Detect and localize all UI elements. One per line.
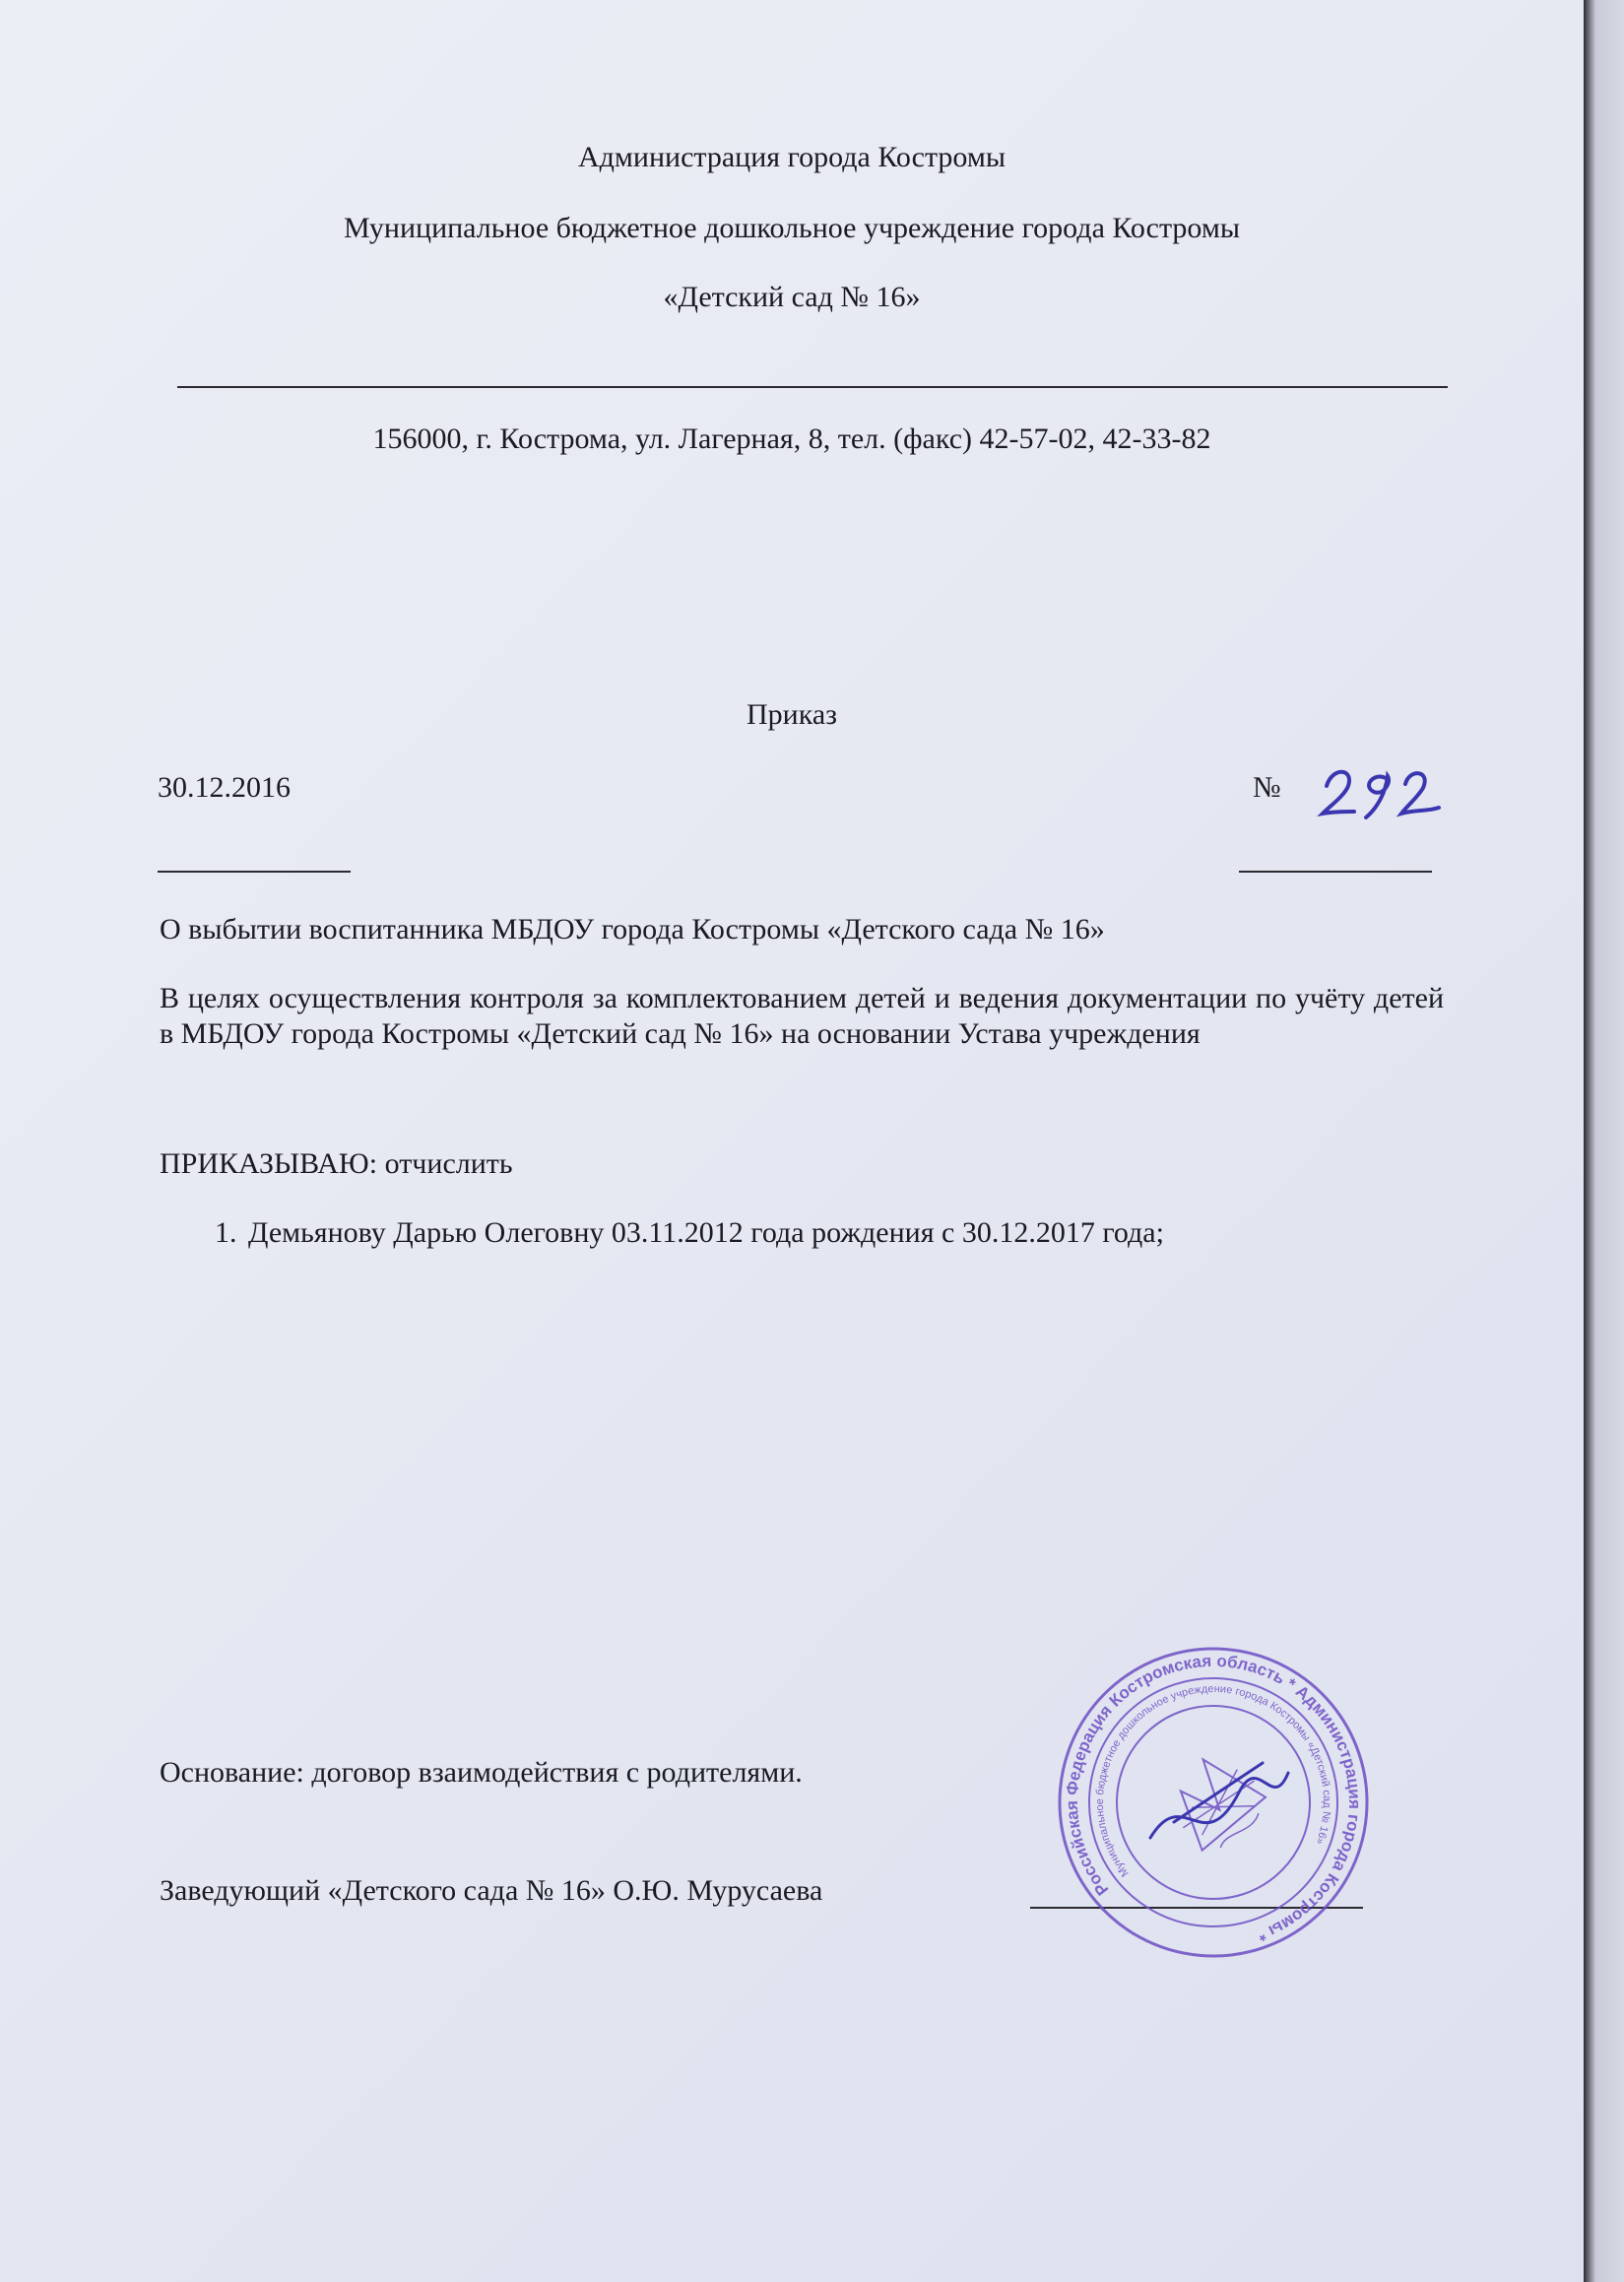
number-underline [1239,871,1432,873]
header-kindergarten: «Детский сад № 16» [663,281,921,313]
signature-scribble [1150,1763,1288,1838]
header-org: Муниципальное бюджетное дошкольное учреждение города Костромы [343,212,1241,244]
header-address: 156000, г. Кострома, ул. Лагерная, 8, тел. (факс) 42-57-02, 42-33-82 [372,423,1211,455]
order-subject: О выбытии воспитанника МБДОУ города Костромы «Детского сада № 16» [160,913,1105,945]
svg-text:Муниципальное бюджетное дошкол [1056,1645,1371,1959]
stamp-outer-text: Российская Федерация Костромская область * Администрация города Костромы * [1062,1651,1365,1945]
handwritten-order-number [1315,756,1443,825]
order-purpose: В целях осуществления контроля за комплектованием детей и ведения документации по учёту детей в МБДОУ города Костромы «Детский сад № 16» на основании Устава учреждения [160,982,1444,1050]
order-directive: ПРИКАЗЫВАЮ: отчислить [160,1147,513,1180]
official-stamp [1056,1645,1371,1960]
date-underline [158,871,351,873]
stamp-inner-text: Муниципальное бюджетное дошкольное учреждение города Костромы «Детский сад № 16» [1093,1682,1333,1879]
order-basis: Основание: договор взаимодействия с родителями. [160,1756,803,1789]
scan-edge [1584,0,1624,2282]
order-title: Приказ [746,698,837,731]
order-date: 30.12.2016 [158,771,291,804]
header-divider [177,386,1448,388]
list-item-text: Демьянову Дарью Олеговну 03.11.2012 года рождения с 30.12.2017 года; [248,1216,1164,1249]
list-item-number: 1. [215,1216,237,1249]
header-admin: Администрация города Костромы [578,141,1006,173]
order-number-label: № [1253,771,1281,804]
signature-line-label: Заведующий «Детского сада № 16» О.Ю. Мурусаева [160,1874,823,1907]
